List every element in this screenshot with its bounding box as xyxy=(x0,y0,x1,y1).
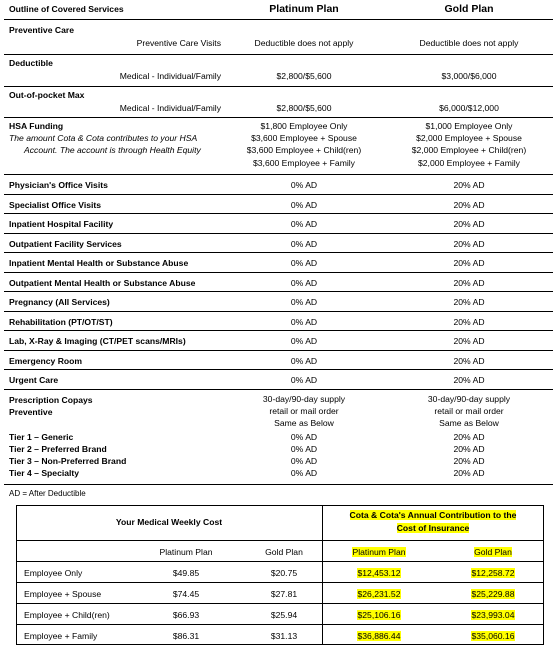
service-platinum: 0% AD xyxy=(290,238,318,249)
contribution-platinum-heading xyxy=(334,547,424,557)
service-gold: 20% AD xyxy=(453,297,485,307)
preventive-label: Preventive Care xyxy=(9,25,74,35)
cost-table-line xyxy=(16,603,544,604)
oop-label: Out-of-pocket Max xyxy=(9,90,85,100)
preventive-platinum: Deductible does not apply xyxy=(254,38,354,48)
contribution-platinum-value-text: $26,231.52 xyxy=(357,589,401,599)
prescription-label: Prescription Copays xyxy=(9,394,93,405)
service-platinum: 0% AD xyxy=(290,355,318,366)
service-row xyxy=(4,175,553,195)
contribution-title-line2: Cost of Insurance xyxy=(396,523,470,533)
weekly-platinum-value: $86.31 xyxy=(172,631,200,641)
contribution-platinum-value xyxy=(334,631,424,641)
tier-label: Tier 4 – Specialty xyxy=(9,467,80,478)
cost-table-line xyxy=(16,561,544,562)
service-label: Outpatient Facility Services xyxy=(9,238,122,249)
service-platinum: 0% AD xyxy=(290,199,318,210)
service-gold: 20% AD xyxy=(453,336,485,346)
service-label: Outpatient Mental Health or Substance Abuse xyxy=(9,277,196,288)
service-platinum: 0% AD xyxy=(290,375,318,385)
service-row xyxy=(4,351,553,371)
hsa-gold-employee-family: $2,000 Employee + Family xyxy=(418,157,520,168)
contribution-platinum-heading-text: Platinum Plan xyxy=(352,547,406,557)
tier-platinum: 0% AD xyxy=(290,455,318,466)
hsa-platinum-list xyxy=(224,120,384,169)
outline-heading: Outline of Covered Services xyxy=(9,4,124,14)
service-platinum: 0% AD xyxy=(290,180,318,190)
service-row xyxy=(4,214,553,234)
rx-gold-supply-line: 30-day/90-day supply xyxy=(427,393,511,404)
hsa-gold-employee-only: $1,000 Employee Only xyxy=(425,121,513,131)
cost-table-line xyxy=(16,582,544,583)
service-platinum: 0% AD xyxy=(290,316,318,327)
preventive-gold: Deductible does not apply xyxy=(419,38,519,48)
hsa-gold-list xyxy=(389,120,549,169)
service-label: Pregnancy (All Services) xyxy=(9,297,110,307)
weekly-cost-title: Your Medical Weekly Cost xyxy=(115,517,223,527)
header-row xyxy=(4,0,553,20)
hsa-platinum-employee-only: $1,800 Employee Only xyxy=(260,121,348,131)
rx-platinum-supply-line: 30-day/90-day supply xyxy=(262,393,346,404)
service-label: Inpatient Mental Health or Substance Abuse xyxy=(9,258,189,268)
tier-platinum: 0% AD xyxy=(290,443,318,454)
weekly-platinum-heading: Platinum Plan xyxy=(159,547,213,557)
contribution-platinum-value xyxy=(334,589,424,599)
service-platinum: 0% AD xyxy=(290,277,318,288)
prescription-row xyxy=(4,390,553,485)
service-gold: 20% AD xyxy=(453,219,485,229)
contribution-gold-value xyxy=(448,610,538,620)
weekly-gold-heading: Gold Plan xyxy=(265,547,303,557)
contribution-gold-value-text: $25,229.88 xyxy=(471,589,515,599)
service-platinum: 0% AD xyxy=(290,258,318,268)
deductible-sublabel: Medical - Individual/Family xyxy=(119,71,221,81)
service-platinum: 0% AD xyxy=(290,336,318,346)
service-label: Lab, X-Ray & Imaging (CT/PET scans/MRIs) xyxy=(9,336,186,346)
contribution-platinum-value-text: $36,886.44 xyxy=(357,631,401,641)
service-gold: 20% AD xyxy=(453,258,485,268)
deductible-label: Deductible xyxy=(9,58,53,68)
gold-plan-heading: Gold Plan xyxy=(444,3,494,15)
tier-gold: 20% AD xyxy=(453,455,485,466)
deductible-platinum: $2,800/$5,600 xyxy=(276,71,332,81)
service-row xyxy=(4,195,553,215)
cost-table-line xyxy=(16,624,544,625)
rx-platinum-supply xyxy=(224,393,384,430)
tier-gold: 20% AD xyxy=(453,431,485,442)
platinum-plan-heading: Platinum Plan xyxy=(269,3,339,15)
contribution-gold-value xyxy=(448,631,538,641)
weekly-platinum-value: $74.45 xyxy=(172,589,200,599)
service-row xyxy=(4,253,553,273)
cost-table xyxy=(16,505,544,645)
tier-platinum: 0% AD xyxy=(290,431,318,442)
rx-gold-supply xyxy=(389,393,549,430)
contribution-title-line1: Cota & Cota's Annual Contribution to the xyxy=(349,510,517,520)
service-gold: 20% AD xyxy=(453,180,485,190)
contribution-platinum-value-text: $12,453.12 xyxy=(357,568,401,578)
prescription-preventive-label: Preventive xyxy=(9,406,53,417)
hsa-platinum-employee-family: $3,600 Employee + Family xyxy=(253,157,355,168)
deductible-row xyxy=(4,55,553,87)
tier-gold: 20% AD xyxy=(453,467,485,478)
rx-platinum-retail-line: retail or mail order xyxy=(269,405,339,416)
service-label: Inpatient Hospital Facility xyxy=(9,219,114,229)
deductible-gold: $3,000/$6,000 xyxy=(441,71,497,81)
weekly-gold-value: $27.81 xyxy=(270,589,298,599)
rx-gold-retail-line: retail or mail order xyxy=(434,405,504,416)
contribution-gold-value xyxy=(448,568,538,578)
service-row xyxy=(4,234,553,254)
contribution-gold-heading-text: Gold Plan xyxy=(474,547,512,557)
tier-label: Tier 2 – Preferred Brand xyxy=(9,443,107,454)
cost-row-label: Employee + Child(ren) xyxy=(24,610,110,620)
preventive-row xyxy=(4,20,553,55)
preventive-sublabel: Preventive Care Visits xyxy=(136,38,221,48)
footnote: AD = After Deductible xyxy=(9,489,86,498)
service-row xyxy=(4,273,553,293)
oop-row xyxy=(4,87,553,118)
contribution-gold-value xyxy=(448,589,538,599)
oop-gold: $6,000/$12,000 xyxy=(439,103,499,113)
service-label: Urgent Care xyxy=(9,375,59,385)
service-label: Physician's Office Visits xyxy=(9,180,108,190)
hsa-gold-employee-spouse: $2,000 Employee + Spouse xyxy=(416,133,522,144)
rx-platinum-same-line: Same as Below xyxy=(274,417,334,428)
service-row xyxy=(4,292,553,312)
service-gold: 20% AD xyxy=(453,355,485,366)
cost-table-header-line xyxy=(16,540,544,541)
contribution-gold-value-text: $12,258.72 xyxy=(471,568,515,578)
service-platinum: 0% AD xyxy=(290,297,318,307)
hsa-label: HSA Funding xyxy=(9,121,64,131)
hsa-note-line1: The amount Cota & Cota contributes to your HSA xyxy=(9,133,198,143)
tier-label: Tier 3 – Non-Preferred Brand xyxy=(9,455,127,466)
service-row xyxy=(4,312,553,332)
hsa-note-line2: Account. The account is through Health Equity xyxy=(24,145,201,155)
service-gold: 20% AD xyxy=(453,199,485,210)
weekly-gold-value: $31.13 xyxy=(270,631,298,641)
weekly-gold-value: $20.75 xyxy=(270,568,298,578)
tier-gold: 20% AD xyxy=(453,443,485,454)
contribution-gold-value-text: $35,060.16 xyxy=(471,631,515,641)
hsa-gold-employee-children: $2,000 Employee + Child(ren) xyxy=(411,145,527,156)
weekly-gold-value: $25.94 xyxy=(270,610,298,620)
contribution-title xyxy=(322,509,544,535)
contribution-platinum-value-text: $25,106.16 xyxy=(357,610,401,620)
hsa-platinum-employee-spouse: $3,600 Employee + Spouse xyxy=(251,133,357,144)
service-gold: 20% AD xyxy=(453,277,485,288)
cost-row-label: Employee + Spouse xyxy=(24,589,102,599)
contribution-platinum-value xyxy=(334,610,424,620)
weekly-platinum-value: $66.93 xyxy=(172,610,200,620)
service-gold: 20% AD xyxy=(453,316,485,327)
weekly-platinum-value: $49.85 xyxy=(172,568,200,578)
oop-platinum: $2,800/$5,600 xyxy=(276,103,332,113)
contribution-gold-value-text: $23,993.04 xyxy=(471,610,515,620)
hsa-row xyxy=(4,118,553,175)
tier-platinum: 0% AD xyxy=(290,467,318,478)
contribution-gold-heading xyxy=(448,547,538,557)
cost-row-label: Employee + Family xyxy=(24,631,98,641)
cost-row-label: Employee Only xyxy=(24,568,83,578)
service-gold: 20% AD xyxy=(453,375,485,385)
rx-gold-same-line: Same as Below xyxy=(439,417,499,428)
service-platinum: 0% AD xyxy=(290,219,318,229)
contribution-platinum-value xyxy=(334,568,424,578)
service-gold: 20% AD xyxy=(453,238,485,249)
oop-sublabel: Medical - Individual/Family xyxy=(119,103,221,113)
service-row xyxy=(4,331,553,351)
service-label: Specialist Office Visits xyxy=(9,199,102,210)
service-label: Emergency Room xyxy=(9,355,83,366)
tier-label: Tier 1 – Generic xyxy=(9,431,74,442)
service-row xyxy=(4,370,553,390)
service-label: Rehabilitation (PT/OT/ST) xyxy=(9,316,113,327)
hsa-platinum-employee-children: $3,600 Employee + Child(ren) xyxy=(246,145,362,156)
